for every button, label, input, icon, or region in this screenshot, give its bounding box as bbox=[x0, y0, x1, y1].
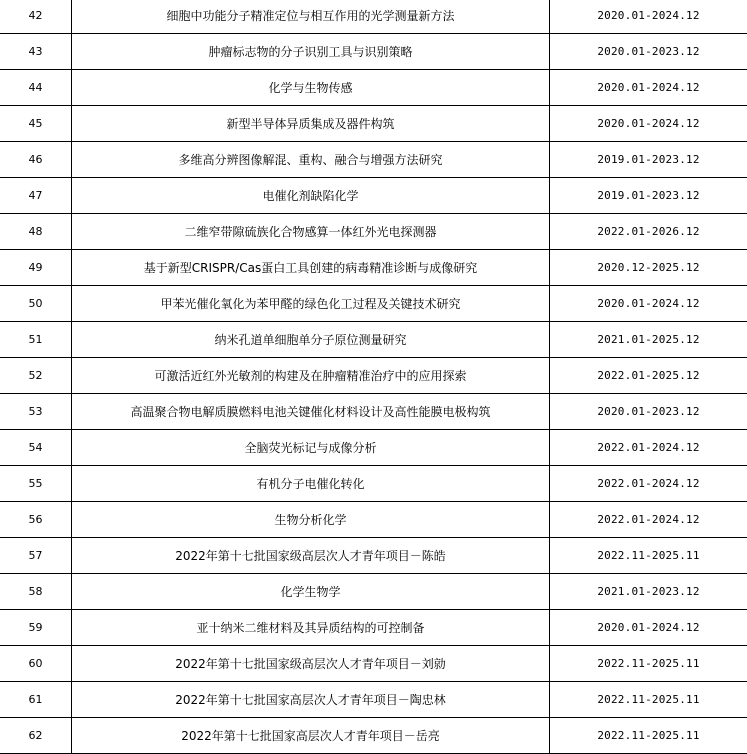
project-period-cell: 2022.11-2025.11 bbox=[597, 693, 700, 706]
table-row bbox=[0, 0, 747, 34]
row-number-cell: 42 bbox=[0, 0, 72, 33]
table-row bbox=[0, 502, 747, 538]
table-row bbox=[0, 718, 747, 754]
project-period-cell: 2020.01-2023.12 bbox=[597, 405, 700, 418]
row-number-cell: 50 bbox=[0, 286, 72, 321]
project-title-cell: 全脑荧光标记与成像分析 bbox=[72, 430, 550, 465]
project-title-cell: 电催化剂缺陷化学 bbox=[72, 178, 550, 213]
project-period-cell: 2020.12-2025.12 bbox=[597, 261, 700, 274]
project-title-cell: 化学与生物传感 bbox=[72, 70, 550, 105]
project-period-cell: 2022.01-2024.12 bbox=[597, 441, 700, 454]
project-period-cell: 2022.01-2025.12 bbox=[597, 369, 700, 382]
project-period-cell: 2020.01-2024.12 bbox=[597, 81, 700, 94]
project-title-cell: 亚十纳米二维材料及其异质结构的可控制备 bbox=[72, 610, 550, 645]
table-row bbox=[0, 358, 747, 394]
row-number-cell: 59 bbox=[0, 610, 72, 645]
table-row bbox=[0, 178, 747, 214]
row-number-cell: 55 bbox=[0, 466, 72, 501]
table-row bbox=[0, 106, 747, 142]
row-number-cell: 57 bbox=[0, 538, 72, 573]
row-number-cell: 43 bbox=[0, 34, 72, 69]
project-period-cell: 2020.01-2024.12 bbox=[597, 297, 700, 310]
table-row bbox=[0, 646, 747, 682]
table-row bbox=[0, 250, 747, 286]
project-title-cell: 化学生物学 bbox=[72, 574, 550, 609]
table-row bbox=[0, 214, 747, 250]
row-number-cell: 60 bbox=[0, 646, 72, 681]
project-title-cell: 基于新型CRISPR/Cas蛋白工具创建的病毒精准诊断与成像研究 bbox=[72, 250, 550, 285]
project-period-cell: 2022.11-2025.11 bbox=[597, 549, 700, 562]
project-period-cell: 2020.01-2024.12 bbox=[597, 117, 700, 130]
row-number-cell: 61 bbox=[0, 682, 72, 717]
table-row bbox=[0, 538, 747, 574]
row-number-cell: 46 bbox=[0, 142, 72, 177]
table-row bbox=[0, 142, 747, 178]
table-row bbox=[0, 430, 747, 466]
project-title-cell: 有机分子电催化转化 bbox=[72, 466, 550, 501]
project-title-cell: 高温聚合物电解质膜燃料电池关键催化材料设计及高性能膜电极构筑 bbox=[72, 394, 550, 429]
project-title-cell: 生物分析化学 bbox=[72, 502, 550, 537]
project-period-cell: 2022.11-2025.11 bbox=[597, 657, 700, 670]
row-number-cell: 52 bbox=[0, 358, 72, 393]
table-row bbox=[0, 610, 747, 646]
row-number-cell: 51 bbox=[0, 322, 72, 357]
table-row bbox=[0, 466, 747, 502]
project-title-cell: 2022年第十七批国家高层次人才青年项目－陶忠林 bbox=[72, 682, 550, 717]
project-period-cell: 2019.01-2023.12 bbox=[597, 189, 700, 202]
row-number-cell: 58 bbox=[0, 574, 72, 609]
project-title-cell: 2022年第十七批国家级高层次人才青年项目－刘勍 bbox=[72, 646, 550, 681]
table-row bbox=[0, 322, 747, 358]
row-number-cell: 53 bbox=[0, 394, 72, 429]
row-number-cell: 54 bbox=[0, 430, 72, 465]
project-period-cell: 2020.01-2023.12 bbox=[597, 45, 700, 58]
row-number-cell: 56 bbox=[0, 502, 72, 537]
table-row bbox=[0, 682, 747, 718]
table-row bbox=[0, 286, 747, 322]
project-period-cell: 2020.01-2024.12 bbox=[597, 9, 700, 22]
table-row bbox=[0, 70, 747, 106]
row-number-cell: 44 bbox=[0, 70, 72, 105]
project-period-cell: 2020.01-2024.12 bbox=[597, 621, 700, 634]
project-title-cell: 多维高分辨图像解混、重构、融合与增强方法研究 bbox=[72, 142, 550, 177]
project-period-cell: 2022.01-2024.12 bbox=[597, 477, 700, 490]
project-period-cell: 2022.01-2024.12 bbox=[597, 513, 700, 526]
project-period-cell: 2022.11-2025.11 bbox=[597, 729, 700, 742]
row-number-cell: 62 bbox=[0, 718, 72, 753]
project-period-cell: 2021.01-2025.12 bbox=[597, 333, 700, 346]
row-number-cell: 47 bbox=[0, 178, 72, 213]
row-number-cell: 49 bbox=[0, 250, 72, 285]
table-row bbox=[0, 574, 747, 610]
project-period-cell: 2022.01-2026.12 bbox=[597, 225, 700, 238]
project-title-cell: 肿瘤标志物的分子识别工具与识别策略 bbox=[72, 34, 550, 69]
project-title-cell: 可激活近红外光敏剂的构建及在肿瘤精准治疗中的应用探索 bbox=[72, 358, 550, 393]
row-number-cell: 45 bbox=[0, 106, 72, 141]
row-number-cell: 48 bbox=[0, 214, 72, 249]
project-title-cell: 二维窄带隙硫族化合物感算一体红外光电探测器 bbox=[72, 214, 550, 249]
project-title-cell: 纳米孔道单细胞单分子原位测量研究 bbox=[72, 322, 550, 357]
table-row bbox=[0, 34, 747, 70]
project-period-cell: 2019.01-2023.12 bbox=[597, 153, 700, 166]
table-row bbox=[0, 394, 747, 430]
project-title-cell: 2022年第十七批国家高层次人才青年项目－岳亮 bbox=[72, 718, 550, 753]
project-title-cell: 甲苯光催化氧化为苯甲醛的绿色化工过程及关键技术研究 bbox=[72, 286, 550, 321]
project-title-cell: 新型半导体异质集成及器件构筑 bbox=[72, 106, 550, 141]
project-title-cell: 细胞中功能分子精准定位与相互作用的光学测量新方法 bbox=[72, 0, 550, 33]
project-title-cell: 2022年第十七批国家级高层次人才青年项目－陈皓 bbox=[72, 538, 550, 573]
project-period-cell: 2021.01-2023.12 bbox=[597, 585, 700, 598]
